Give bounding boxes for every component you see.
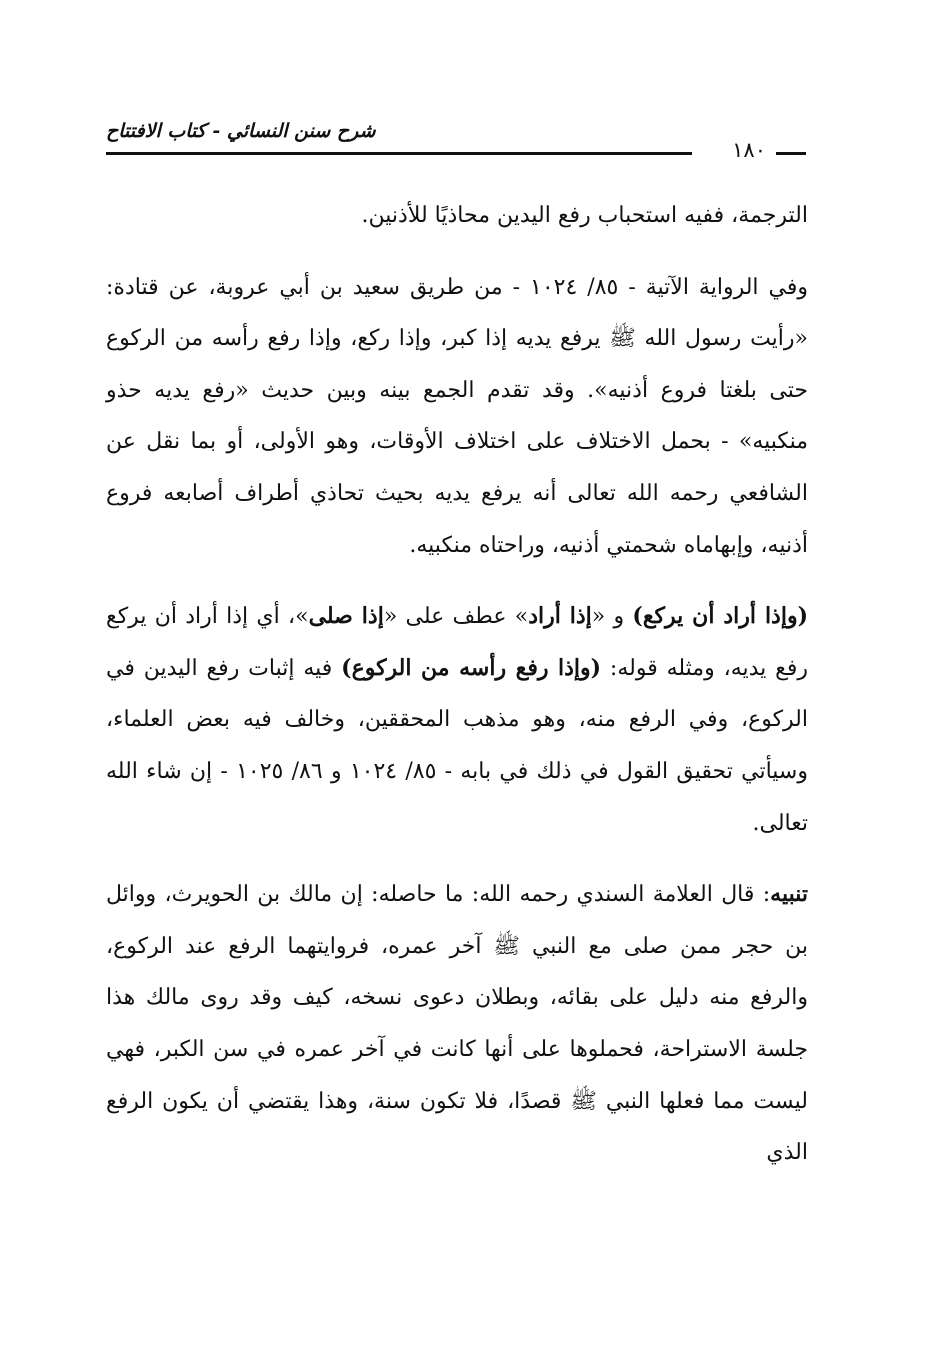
paragraph-2: وفي الرواية الآتية - ٨٥/ ١٠٢٤ - من طريق سعيد بن أبي عروبة، عن قتادة: «رأيت رسول الله ﷺ يرفع يديه إذا كبر، وإذا ركع، وإذا رفع رأسه من الركوع حتى بلغتا فروع أذنيه». وقد تقدم الجمع بينه وبين حديث «رفع يديه حذو منكبيه» - بحمل الاختلاف على اختلاف الأوقات، وهو الأولى، أو بما نقل عن الشافعي رحمه الله تعالى أنه يرفع يديه بحيث تحاذي أطراف أصابعه فروع أذنيه، وإبهاماه شحمتي أذنيه، وراحتاه منكبيه. [106, 274, 809, 558]
text-segment: »، أي إذا أراد أن يركع رفع يديه، ومثله قوله: [106, 604, 809, 681]
paragraph-1: الترجمة، ففيه استحباب رفع اليدين محاذيًا للأذنين. [361, 203, 808, 228]
text-segment: » عطف على « [383, 604, 529, 630]
quoted-term: إذا أراد [528, 603, 592, 630]
paragraph-4 [106, 869, 808, 1179]
page-number: ١٨٠ [732, 138, 766, 162]
text-segment: فيه إثبات رفع اليدين في الركوع، وفي الرفع منه، وهو مذهب المحققين، وخالف فيه بعض العلماء، وسيأتي تحقيق القول في ذلك في بابه - ٨٥/ ١٠٢٤ و ٨٦/ ١٠٢٥ - إن شاء الله تعالى. [106, 655, 808, 836]
header-rule [106, 152, 692, 155]
quoted-term: إذا صلى [308, 603, 384, 630]
page-number-dash [776, 152, 806, 155]
text-segment: و « [591, 604, 633, 630]
note-text: : قال العلامة السندي رحمه الله: ما حاصله: إن مالك بن الحويرث، ووائل بن حجر ممن صلى مع النبي ﷺ آخر عمره، فروايتهما الرفع عند الركوع، والرفع منه دليل على بقائه، وبطلان دعوى نسخه، كيف وقد روى مالك هذا جلسة الاستراحة، فحملوها على أنها كانت في آخر عمره في سن الكبر، فهي ليست مما فعلها النبي ﷺ قصدًا، فلا تكون سنة، وهذا يقتضي أن يكون الرفع الذي [106, 882, 808, 1166]
note-label: تنبيه [770, 881, 808, 908]
running-title: شرح سنن النسائي - كتاب الافتتاح [106, 120, 376, 142]
quoted-matn: (وإذا أراد أن يركع) [632, 603, 808, 630]
body-text [106, 190, 808, 1179]
page-header [106, 118, 806, 162]
paragraph-3 [106, 591, 808, 849]
quoted-matn: (وإذا رفع رأسه من الركوع) [341, 654, 602, 681]
